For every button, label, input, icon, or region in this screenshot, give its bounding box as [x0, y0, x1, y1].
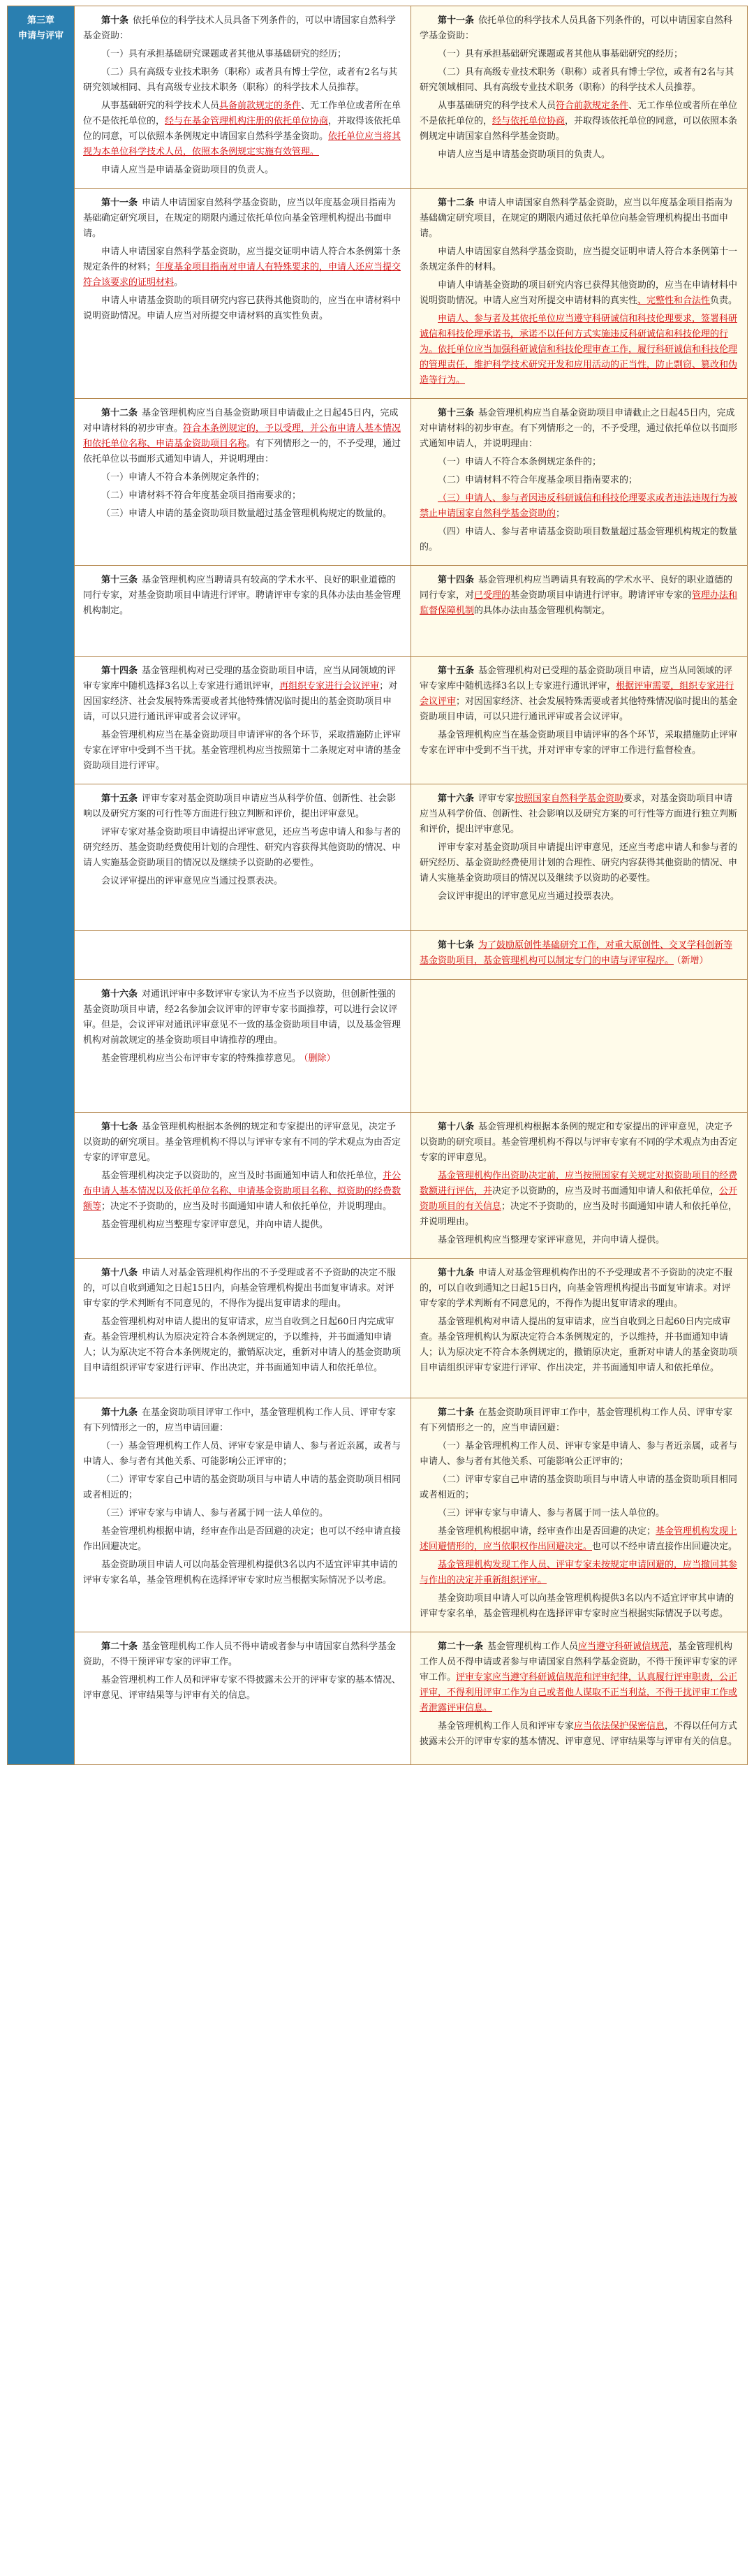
- text-run: ；决定不予资助的，应当及时书面通知申请人和依托单位，并说明理由。: [101, 1201, 392, 1212]
- new-paragraph: [420, 406, 739, 452]
- article-number: 第二十条: [101, 1641, 138, 1652]
- modified-text: 管理办法和监督保障机制: [420, 590, 738, 616]
- old-article-cell: [75, 189, 411, 399]
- new-paragraph: [420, 1266, 739, 1312]
- new-paragraph: [420, 1591, 739, 1622]
- old-paragraph: [83, 1217, 402, 1233]
- old-paragraph: [83, 1673, 402, 1704]
- text-run: 依托单位的科学技术人员具备下列条件的，可以申请国家自然科学基金资助：: [83, 15, 397, 41]
- old-paragraph: [83, 196, 402, 242]
- modified-text: 并公布申请人基本情况以及依托单位名称、申请基金资助项目名称、拟资助的经费数额等: [83, 1171, 401, 1212]
- new-paragraph: [420, 196, 739, 242]
- old-paragraph: [83, 791, 402, 822]
- text-run: 评审专家对基金资助项目申请提出评审意见，还应当考虑申请人和参与者的研究经历、基金资助经费使用计划的合理性、研究内容获得其他资助的情况、申请人实施基金资助项目的情况以及继续予以资助的必要性。: [83, 827, 401, 868]
- text-run: 决定予以资助的，应当及时书面通知申请人和依托单位，: [492, 1186, 720, 1196]
- text-run: ；决定不予资助的，应当及时书面通知申请人和依托单位，并说明理由。: [420, 1201, 738, 1227]
- new-paragraph: [420, 244, 739, 275]
- text-run: 基金管理机构应当在基金资助项目申请评审的各个环节，采取措施防止评审专家在评审中受到不当干扰。基金管理机构应当按照第十二条规定对申请的基金资助项目进行评审。: [83, 730, 401, 771]
- text-run: 评审专家对基金资助项目申请提出评审意见，还应当考虑申请人和参与者的研究经历、基金资助经费使用计划的合理性、研究内容获得其他资助的情况、申请人实施基金资助项目的情况以及继续予以资助的必要性。: [420, 842, 738, 884]
- article-number: 第十八条: [101, 1268, 138, 1278]
- text-run: 申请人申请基金资助的项目研究内容已获得其他资助的，应当在申请材料中说明资助情况。申请人应当对所提交申请材料的真实性负责。: [83, 295, 401, 321]
- text-run: 会议评审提出的评审意见应当通过投票表决。: [101, 876, 283, 886]
- new-paragraph: [420, 1439, 739, 1470]
- modified-text: 已受理的: [474, 590, 511, 601]
- modified-text: 基金管理机构作出资助决定前，应当按照国家有关规定对拟资助项目的经费数额进行评估，并: [420, 1171, 738, 1196]
- old-article-cell: [75, 6, 411, 189]
- text-run: 申请人申请国家自然科学基金资助，应当提交证明申请人符合本条例第十条规定条件的材料；: [83, 247, 401, 272]
- old-paragraph: [83, 506, 402, 522]
- article-number: 第十一条: [101, 198, 138, 208]
- text-run: 申请人申请国家自然科学基金资助，应当以年度基金项目指南为基础确定研究项目，在规定的期限内通过依托单位向基金管理机构提出书面申请。: [420, 198, 733, 239]
- text-run: 申请人应当是申请基金资助项目的负责人。: [101, 165, 274, 175]
- table-row: [8, 784, 748, 931]
- table-row: [8, 566, 748, 657]
- text-run: 基金管理机构应当自基金资助项目申请截止之日起45日内，完成对申请材料的初步审查。有下列情形之一的，不予受理，通过依托单位以书面形式通知申请人，并说明理由：: [420, 408, 738, 449]
- old-paragraph: [83, 163, 402, 178]
- modified-text: 根据评审需要，组织专家进行会议评审: [420, 681, 734, 707]
- table-row: [8, 1259, 748, 1398]
- new-article-cell: [411, 6, 748, 189]
- new-paragraph: [420, 1169, 739, 1230]
- new-article-cell: [411, 566, 748, 657]
- text-run: 要求，对基金资助项目申请应当从科学价值、创新性、社会影响以及研究方案的可行性等方面进行独立判断和评价，提出评审意见。: [420, 793, 738, 835]
- old-paragraph: [83, 874, 402, 889]
- new-paragraph: [420, 1120, 739, 1166]
- text-run: 、无工作单位或者所在单位不是依托单位的，: [420, 101, 738, 126]
- modified-text: 基金管理机构发现上述回避情形的，应当依职权作出回避决定。: [420, 1526, 738, 1552]
- new-paragraph: [420, 664, 739, 725]
- old-paragraph: [83, 470, 402, 485]
- chapter-cell: [8, 6, 75, 1765]
- modified-text: 经与在基金管理机构注册的依托单位协商: [165, 116, 329, 126]
- old-paragraph: [83, 987, 402, 1048]
- modified-text: 符合本条例规定的，予以受理，并公布申请人基本情况和依托单位名称、申请基金资助项目名称: [83, 423, 401, 449]
- table-row: [8, 399, 748, 566]
- text-run: 的具体办法由基金管理机构制定。: [474, 606, 611, 616]
- article-number: 第十四条: [438, 575, 475, 585]
- text-run: 申请人对基金管理机构作出的不予受理或者不予资助的决定不服的，可以自收到通知之日起15日内，向基金管理机构提出书面复审请求。对评审专家的学术判断有不同意见的，不得作为提出复审请求的理由。: [83, 1268, 397, 1309]
- article-number: 第二十条: [438, 1407, 475, 1418]
- new-paragraph: [420, 791, 739, 837]
- text-run: 基金管理机构工作人员不得申请或者参与申请国家自然科学基金资助，不得干预评审专家的评审工作。: [83, 1641, 397, 1667]
- table-row: [8, 1398, 748, 1632]
- text-run: 基金资助项目申请进行评审。聘请评审专家的: [510, 590, 693, 601]
- article-number: 第十四条: [101, 666, 138, 676]
- article-number: 第十九条: [101, 1407, 138, 1418]
- text-run: 申请人对基金管理机构作出的不予受理或者不予资助的决定不服的，可以自收到通知之日起15日内，向基金管理机构提出书面复审请求。对评审专家的学术判断有不同意见的，不得作为提出复审请求的理由。: [420, 1268, 733, 1309]
- article-number: 第十七条: [101, 1122, 138, 1132]
- modified-text: 应当依法保护保密信息: [574, 1721, 665, 1732]
- new-paragraph: [420, 889, 739, 905]
- text-run: 申请人申请国家自然科学基金资助，应当提交证明申请人符合本条例第十一条规定条件的材料。: [420, 247, 738, 272]
- text-run: 基金资助项目申请人可以向基金管理机构提供3名以内不适宜评审其申请的评审专家名单，基金管理机构在选择评审专家时应当根据实际情况予以考虑。: [83, 1560, 398, 1586]
- text-run: 在基金资助项目评审工作中，基金管理机构工作人员、评审专家有下列情形之一的，应当申请回避：: [83, 1407, 397, 1433]
- modified-text: 、完整性和合法性: [637, 295, 711, 306]
- old-paragraph: [83, 47, 402, 62]
- text-run: ，基金管理机构工作人员不得申请或者参与申请国家自然科学基金资助，不得干预评审专家的评审工作。: [420, 1641, 738, 1683]
- new-paragraph: [420, 473, 739, 488]
- modified-text: 经与依托单位协商: [492, 116, 566, 126]
- text-run: （一）基金管理机构工作人员、评审专家是申请人、参与者近亲属，或者与申请人、参与者有其他关系、可能影响公正评审的；: [420, 1441, 738, 1467]
- modified-text: 基金管理机构发现工作人员、评审专家未按规定申请回避的，应当撤回其参与作出的决定并重新组织评审。: [420, 1560, 738, 1586]
- text-run: 基金管理机构应当聘请具有较高的学术水平、良好的职业道德的同行专家，对: [420, 575, 733, 601]
- modified-text: 公开资助项目的有关信息: [420, 1186, 738, 1212]
- text-run: 基金管理机构工作人员和评审专家: [438, 1721, 575, 1732]
- text-run: 基金管理机构应当聘请具有较高的学术水平、良好的职业道德的同行专家，对基金资助项目申请进行评审。聘请评审专家的具体办法由基金管理机构制定。: [83, 575, 401, 616]
- text-run: 基金管理机构应当在基金资助项目申请评审的各个环节，采取措施防止评审专家在评审中受到不当干扰，并对评审专家的评审工作进行监督检查。: [420, 730, 738, 756]
- new-paragraph: [420, 491, 739, 522]
- old-paragraph: [83, 65, 402, 96]
- chapter-title: 申请与评审: [17, 31, 64, 41]
- text-run: （四）申请人、参与者申请基金资助项目数量超过基金管理机构规定的数量的。: [420, 527, 738, 552]
- article-number: 第十八条: [438, 1122, 475, 1132]
- table-row: [8, 657, 748, 784]
- comparison-document: [7, 6, 747, 1765]
- article-number: 第十六条: [438, 793, 475, 804]
- article-number: 第十一条: [438, 15, 475, 26]
- text-run: 基金资助项目申请人可以向基金管理机构提供3名以内不适宜评审其申请的评审专家名单，基金管理机构在选择评审专家时应当根据实际情况予以考虑。: [420, 1593, 734, 1619]
- old-paragraph: [83, 1405, 402, 1436]
- old-paragraph: [83, 1266, 402, 1312]
- old-paragraph: [83, 1051, 402, 1067]
- text-run: （三）申请人申请的基金资助项目数量超过基金管理机构规定的数量的。: [101, 508, 392, 519]
- text-run: 基金管理机构工作人员: [487, 1641, 579, 1652]
- text-run: 从事基础研究的科学技术人员: [438, 101, 556, 111]
- old-article-cell: [75, 1632, 411, 1765]
- text-run: （二）申请材料不符合年度基金项目指南要求的；: [101, 490, 302, 501]
- old-paragraph: [83, 1120, 402, 1166]
- old-paragraph: [83, 1169, 402, 1215]
- text-run: 申请人应当是申请基金资助项目的负责人。: [438, 149, 611, 160]
- old-paragraph: [83, 1472, 402, 1503]
- article-number: 第二十一条: [438, 1641, 484, 1652]
- old-paragraph: [83, 664, 402, 725]
- old-paragraph: [83, 1506, 402, 1521]
- table-row: [8, 931, 748, 980]
- text-run: 评审专家对基金资助项目申请应当从科学价值、创新性、社会影响以及研究方案的可行性等方面进行独立判断和评价，提出评审意见。: [83, 793, 397, 819]
- text-run: 基金管理机构应当整理专家评审意见，并向申请人提供。: [101, 1220, 329, 1230]
- old-article-cell: [75, 784, 411, 931]
- new-paragraph: [420, 98, 739, 145]
- new-paragraph: [420, 1472, 739, 1503]
- new-paragraph: [420, 573, 739, 619]
- new-paragraph: [420, 278, 739, 309]
- new-paragraph: [420, 1524, 739, 1555]
- modified-text: 年度基金项目指南对申请人有特殊要求的，申请人还应当提交符合该要求的证明材料: [83, 262, 401, 288]
- text-run: 基金管理机构应当整理专家评审意见，并向申请人提供。: [438, 1235, 665, 1245]
- new-paragraph: [420, 1558, 739, 1588]
- article-number: 第十三条: [438, 408, 475, 418]
- text-run: （三）评审专家与申请人、参与者属于同一法人单位的。: [101, 1508, 329, 1518]
- chapter-title: 第三章: [27, 15, 54, 26]
- article-number: 第十五条: [101, 793, 138, 804]
- text-run: 基金管理机构对申请人提出的复审请求，应当自收到之日起60日内完成审查。基金管理机构认为原决定符合本条例规定的，予以维持，并书面通知申请人；认为原决定不符合本条例规定的，撤销原决定，重新对申请人的基金资助项目申请组织评审专家进行评审、作出决定，并书面通知申请人和依托单位。: [420, 1317, 738, 1373]
- modified-text: 依托单位应当将其视为本单位科学技术人员，依照本条例规定实施有效管理。: [83, 131, 401, 157]
- old-article-cell: [75, 657, 411, 784]
- text-run: 、无工作单位或者所在单位不是依托单位的，: [83, 101, 401, 126]
- article-number: 第十七条: [438, 940, 475, 951]
- new-paragraph: [420, 1506, 739, 1521]
- table-row: [8, 1632, 748, 1765]
- new-paragraph: [420, 728, 739, 759]
- text-run: （一）申请人不符合本条例规定条件的；: [438, 457, 602, 467]
- text-run: 基金管理机构根据本条例的规定和专家提出的评审意见，决定予以资助的研究项目。基金管理机构不得以与评审专家有不同的学术观点为由否定专家的评审意见。: [420, 1122, 738, 1163]
- text-run: （一）具有承担基础研究课题或者其他从事基础研究的经历；: [101, 49, 347, 59]
- text-run: 依托单位的科学技术人员具备下列条件的，可以申请国家自然科学基金资助：: [420, 15, 733, 41]
- text-run: （一）基金管理机构工作人员、评审专家是申请人、参与者近亲属，或者与申请人、参与者有其他关系、可能影响公正评审的；: [83, 1441, 401, 1467]
- new-paragraph: [420, 147, 739, 163]
- modified-text: 再组织专家进行会议评审: [279, 681, 380, 691]
- text-run: ；对因国家经济、社会发展特殊需要或者其他特殊情况临时提出的基金资助项目申请，可以只进行通讯评审或者会议评审。: [83, 681, 398, 722]
- new-paragraph: [420, 938, 739, 969]
- new-paragraph: [420, 840, 739, 886]
- text-run: 基金管理机构应当自基金资助项目申请截止之日起45日内，完成对申请材料的初步审查。: [83, 408, 399, 434]
- modified-text: 评审专家应当遵守科研诚信规范和评审纪律，认真履行评审职责，公正评审，不得利用评审工作为自己或者他人谋取不正当利益，不得干扰评审工作或者泄露评审信息。: [420, 1672, 738, 1713]
- new-article-cell: [411, 980, 748, 1113]
- article-number: 第十九条: [438, 1268, 475, 1278]
- text-run: 基金管理机构工作人员和评审专家不得披露未公开的评审专家的基本情况、评审意见、评审结果等与评审有关的信息。: [83, 1675, 401, 1701]
- table-row: [8, 1113, 748, 1259]
- new-paragraph: [420, 1315, 739, 1376]
- text-run: ，并取得该依托单位的同意，可以依照本条例规定申请国家自然科学基金资助。: [83, 116, 401, 142]
- text-run: 基金管理机构对已受理的基金资助项目申请，应当从同领域的评审专家库中随机选择3名以上专家进行通讯评审，: [420, 666, 733, 691]
- old-paragraph: [83, 1315, 402, 1376]
- new-article-cell: [411, 1632, 748, 1765]
- old-paragraph: [83, 728, 402, 774]
- text-run: （二）申请材料不符合年度基金项目指南要求的；: [438, 475, 638, 485]
- modified-text: 申请人、参与者及其依托单位应当遵守科研诚信和科技伦理要求，签署科研诚信和科技伦理承诺书，承诺不以任何方式实施违反科研诚信和科技伦理的行为。依托单位应当加强科研诚信和科技伦理审查工作，履行科研诚信和科技伦理的管理责任，维护科学技术研究开发和应用活动的正当性，防止剽窃、篡改和伪造等行为。: [420, 314, 738, 386]
- new-article-cell: [411, 1113, 748, 1259]
- article-number: 第十条: [101, 15, 129, 26]
- text-run: 基金管理机构根据本条例的规定和专家提出的评审意见，决定予以资助的研究项目。基金管理机构不得以与评审专家有不同的学术观点为由否定专家的评审意见。: [83, 1122, 401, 1163]
- text-run: 从事基础研究的科学技术人员: [101, 101, 220, 111]
- text-run: 。: [174, 277, 184, 288]
- text-run: ，并取得该依托单位的同意，可以依照本条例规定申请国家自然科学基金资助。: [420, 116, 738, 142]
- article-number: 第十二条: [438, 198, 475, 208]
- old-paragraph: [83, 1558, 402, 1588]
- text-run: ；: [556, 508, 566, 519]
- new-paragraph: [420, 1405, 739, 1436]
- modified-text: 为了鼓励原创性基础研究工作，对重大原创性、交叉学科创新等基金资助项目，基金管理机构可以制定专门的申请与评审程序。: [420, 940, 733, 966]
- new-article-cell: [411, 189, 748, 399]
- text-run: 基金管理机构应当公布评审专家的特殊推荐意见。: [101, 1053, 302, 1064]
- text-run: ；对因国家经济、社会发展特殊需要或者其他特殊情况临时提出的基金资助项目申请，可以只进行通讯评审或者会议评审。: [420, 696, 738, 722]
- modified-text: 符合前款规定条件: [556, 101, 629, 111]
- old-paragraph: [83, 1439, 402, 1470]
- text-run: （二）具有高级专业技术职务（职称）或者具有博士学位，或者有2名与其研究领域相同、具有高级专业技术职务（职称）的科学技术人员推荐。: [83, 67, 398, 93]
- new-article-cell: [411, 657, 748, 784]
- text-run: （二）评审专家自己申请的基金资助项目与申请人申请的基金资助项目相同或者相近的；: [420, 1474, 738, 1500]
- text-run: 评审专家: [478, 793, 515, 804]
- old-article-cell: [75, 1398, 411, 1632]
- new-paragraph: [420, 455, 739, 470]
- old-paragraph: [83, 573, 402, 619]
- text-run: 对通讯评审中多数评审专家认为不应当予以资助，但创新性强的基金资助项目申请，经2名参加会议评审的评审专家书面推荐，可以进行会议评审。但是，会议评审对通讯评审意见不一致的基金资助项目申请，以及基金管理机构对前款规定的基金资助项目申请推荐的理由。: [83, 989, 401, 1046]
- text-run: 基金管理机构决定予以资助的，应当及时书面通知申请人和依托单位，: [101, 1171, 383, 1181]
- old-paragraph: [83, 98, 402, 160]
- new-article-cell: [411, 1259, 748, 1398]
- text-run: 在基金资助项目评审工作中，基金管理机构工作人员、评审专家有下列情形之一的，应当申请回避：: [420, 1407, 733, 1433]
- table-row: [8, 6, 748, 189]
- article-number: 第十三条: [101, 575, 138, 585]
- old-paragraph: [83, 488, 402, 504]
- article-number: 第十二条: [101, 408, 138, 418]
- new-paragraph: [420, 312, 739, 388]
- article-number: 第十六条: [101, 989, 138, 1000]
- text-run: 申请人申请基金资助的项目研究内容已获得其他资助的，应当在申请材料中说明资助情况。申请人应当对所提交申请材料的真实性: [420, 280, 738, 306]
- old-article-cell: [75, 931, 411, 980]
- text-run: 基金管理机构对已受理的基金资助项目申请，应当从同领域的评审专家库中随机选择3名以上专家进行通讯评审，: [83, 666, 397, 691]
- old-paragraph: [83, 244, 402, 291]
- old-paragraph: [83, 825, 402, 871]
- modified-text: 应当遵守科研诚信规范: [578, 1641, 670, 1652]
- text-run: 基金管理机构根据申请，经审查作出是否回避的决定；: [438, 1526, 656, 1537]
- old-paragraph: [83, 13, 402, 44]
- old-article-cell: [75, 980, 411, 1113]
- article-number: 第十五条: [438, 666, 475, 676]
- new-paragraph: [420, 525, 739, 555]
- text-run: 基金管理机构对申请人提出的复审请求，应当自收到之日起60日内完成审查。基金管理机构认为原决定符合本条例规定的，予以维持，并书面通知申请人；认为原决定不符合本条例规定的，撤销原决定，重新对申请人的基金资助项目申请组织评审专家进行评审、作出决定，并书面通知申请人和依托单位。: [83, 1317, 401, 1373]
- new-paragraph: [420, 1233, 739, 1248]
- text-run: 会议评审提出的评审意见应当通过投票表决。: [438, 891, 620, 902]
- table-row: [8, 189, 748, 399]
- new-article-cell: [411, 399, 748, 566]
- new-article-cell: [411, 1398, 748, 1632]
- modified-text: 具备前款规定的条件: [219, 101, 302, 111]
- old-article-cell: [75, 566, 411, 657]
- change-note: （新增）: [677, 956, 709, 966]
- new-paragraph: [420, 47, 739, 62]
- text-run: （二）评审专家自己申请的基金资助项目与申请人申请的基金资助项目相同或者相近的；: [83, 1474, 401, 1500]
- comparison-table: [7, 6, 748, 1765]
- new-article-cell: [411, 784, 748, 931]
- old-paragraph: [83, 406, 402, 467]
- text-run: 基金管理机构根据申请，经审查作出是否回避的决定；也可以不经申请直接作出回避决定。: [83, 1526, 401, 1552]
- text-run: （二）具有高级专业技术职务（职称）或者具有博士学位，或者有2名与其研究领域相同、具有高级专业技术职务（职称）的科学技术人员推荐。: [420, 67, 734, 93]
- text-run: ，不得以任何方式披露未公开的评审专家的基本情况、评审意见、评审结果等与评审有关的信息。: [420, 1721, 738, 1747]
- text-run: （三）评审专家与申请人、参与者属于同一法人单位的。: [438, 1508, 665, 1518]
- text-run: 申请人申请国家自然科学基金资助，应当以年度基金项目指南为基础确定研究项目，在规定的期限内通过依托单位向基金管理机构提出书面申请。: [83, 198, 397, 239]
- old-article-cell: [75, 1113, 411, 1259]
- new-paragraph: [420, 65, 739, 96]
- new-paragraph: [420, 1719, 739, 1750]
- old-paragraph: [83, 293, 402, 324]
- old-paragraph: [83, 1639, 402, 1670]
- table-row: [8, 980, 748, 1113]
- old-article-cell: [75, 1259, 411, 1398]
- new-paragraph: [420, 1639, 739, 1716]
- text-run: 也可以不经申请直接作出回避决定。: [592, 1542, 738, 1552]
- new-paragraph: [420, 13, 739, 44]
- text-run: 负责。: [710, 295, 738, 306]
- modified-text: 按照国家自然科学基金资助: [515, 793, 624, 804]
- text-run: （一）申请人不符合本条例规定条件的；: [101, 472, 265, 483]
- old-paragraph: [83, 1524, 402, 1555]
- new-article-cell: [411, 931, 748, 980]
- change-note: （删除）: [304, 1053, 336, 1064]
- old-article-cell: [75, 399, 411, 566]
- text-run: 。有下列情形之一的，不予受理，通过依托单位以书面形式通知申请人，并说明理由：: [83, 439, 401, 464]
- text-run: （一）具有承担基础研究课题或者其他从事基础研究的经历；: [438, 49, 683, 59]
- modified-text: （三）申请人、参与者因违反科研诚信和科技伦理要求或者违法违规行为被禁止申请国家自然科学基金资助的: [420, 493, 738, 519]
